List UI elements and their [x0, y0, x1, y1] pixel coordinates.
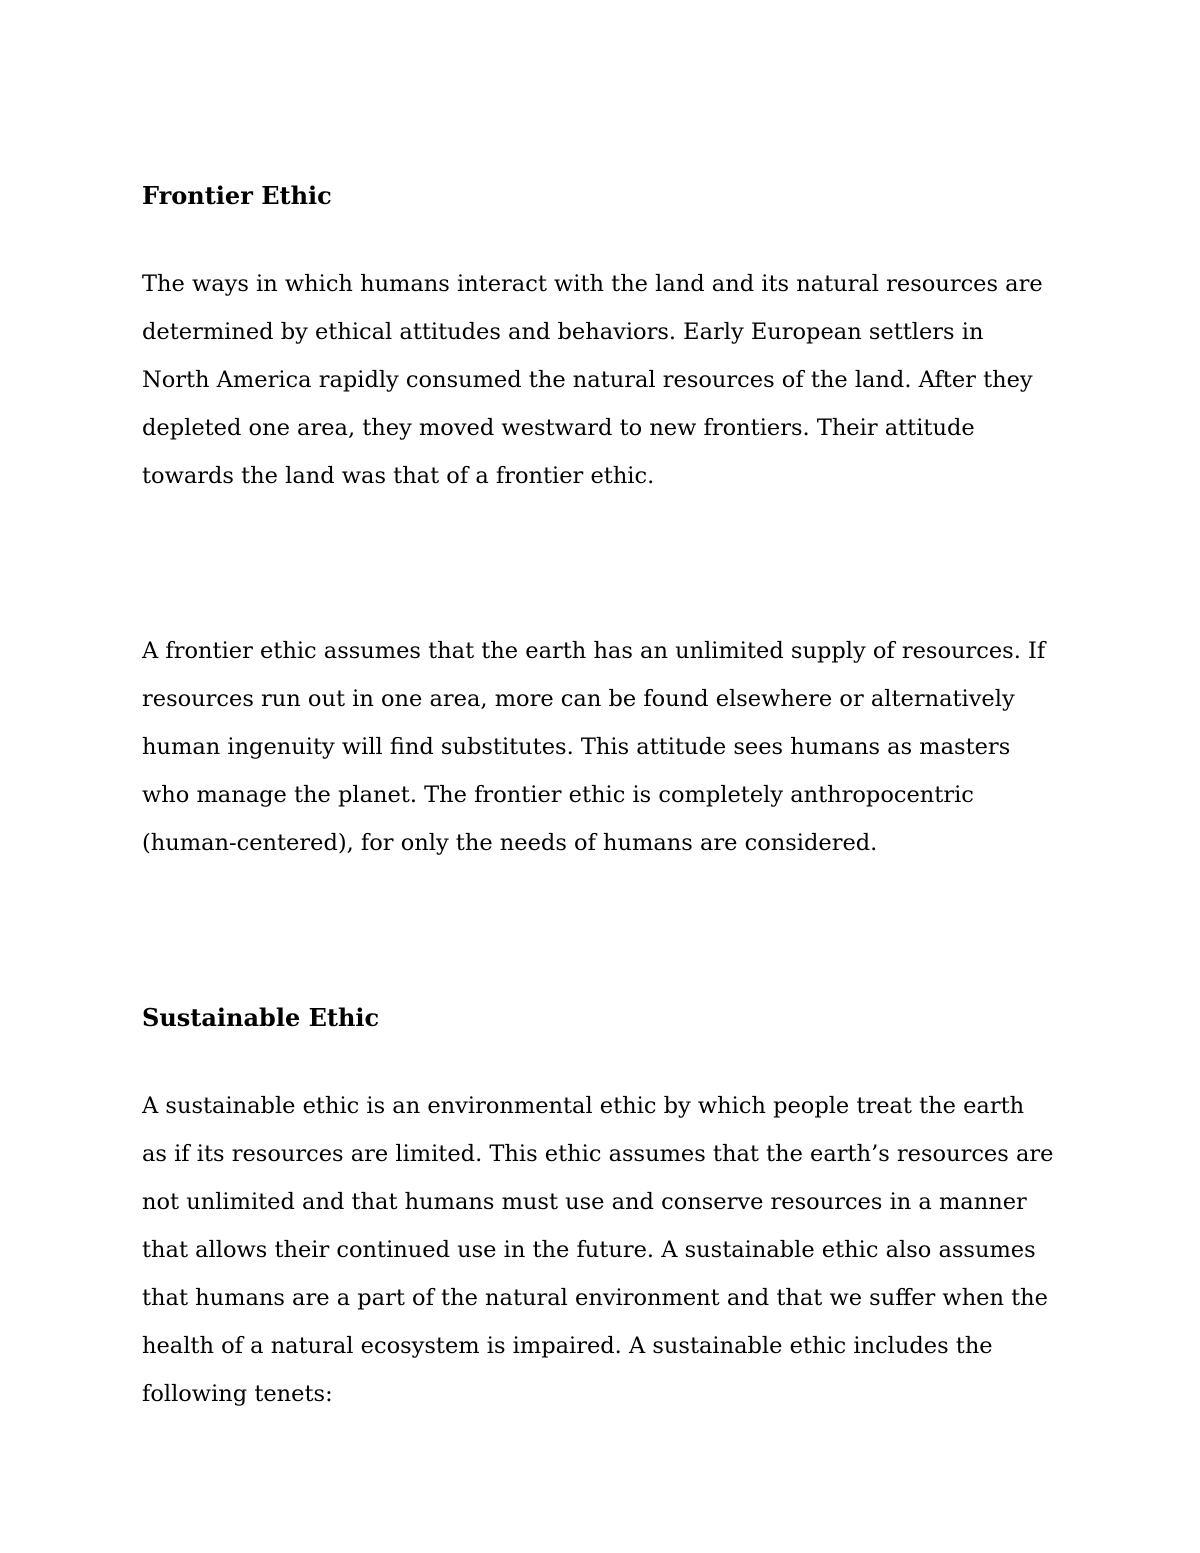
text-line: towards the land was that of a frontier ethic. — [142, 463, 655, 489]
text-line: depleted one area, they moved westward to new frontiers. Their attitude — [142, 415, 975, 441]
section-heading-sustainable-ethic: Sustainable Ethic — [142, 1003, 380, 1032]
text-line: (human-centered), for only the needs of humans are considered. — [142, 830, 878, 856]
text-line: as if its resources are limited. This ethic assumes that the earth’s resources are — [142, 1141, 1054, 1167]
paragraph-frontier-assumptions — [142, 627, 1045, 867]
text-line: resources run out in one area, more can be found elsewhere or alternatively — [142, 686, 1015, 712]
text-line: following tenets: — [142, 1381, 333, 1407]
paragraph-sustainable-intro — [142, 1082, 1053, 1418]
paragraph-frontier-intro — [142, 260, 1043, 500]
text-line: health of a natural ecosystem is impaired. A sustainable ethic includes the — [142, 1333, 993, 1359]
text-line: that allows their continued use in the future. A sustainable ethic also assumes — [142, 1237, 1036, 1263]
text-line: human ingenuity will find substitutes. This attitude sees humans as masters — [142, 734, 1011, 760]
text-line: not unlimited and that humans must use and conserve resources in a manner — [142, 1189, 1027, 1215]
text-line: that humans are a part of the natural environment and that we suffer when the — [142, 1285, 1048, 1311]
text-line: who manage the planet. The frontier ethic is completely anthropocentric — [142, 782, 974, 808]
text-line: North America rapidly consumed the natural resources of the land. After they — [142, 367, 1033, 393]
text-line: A frontier ethic assumes that the earth has an unlimited supply of resources. If — [142, 638, 1046, 664]
section-heading-frontier-ethic: Frontier Ethic — [142, 181, 332, 210]
text-line: The ways in which humans interact with the land and its natural resources are — [142, 271, 1043, 297]
text-line: determined by ethical attitudes and behaviors. Early European settlers in — [142, 319, 984, 345]
text-line: A sustainable ethic is an environmental ethic by which people treat the earth — [142, 1093, 1025, 1119]
